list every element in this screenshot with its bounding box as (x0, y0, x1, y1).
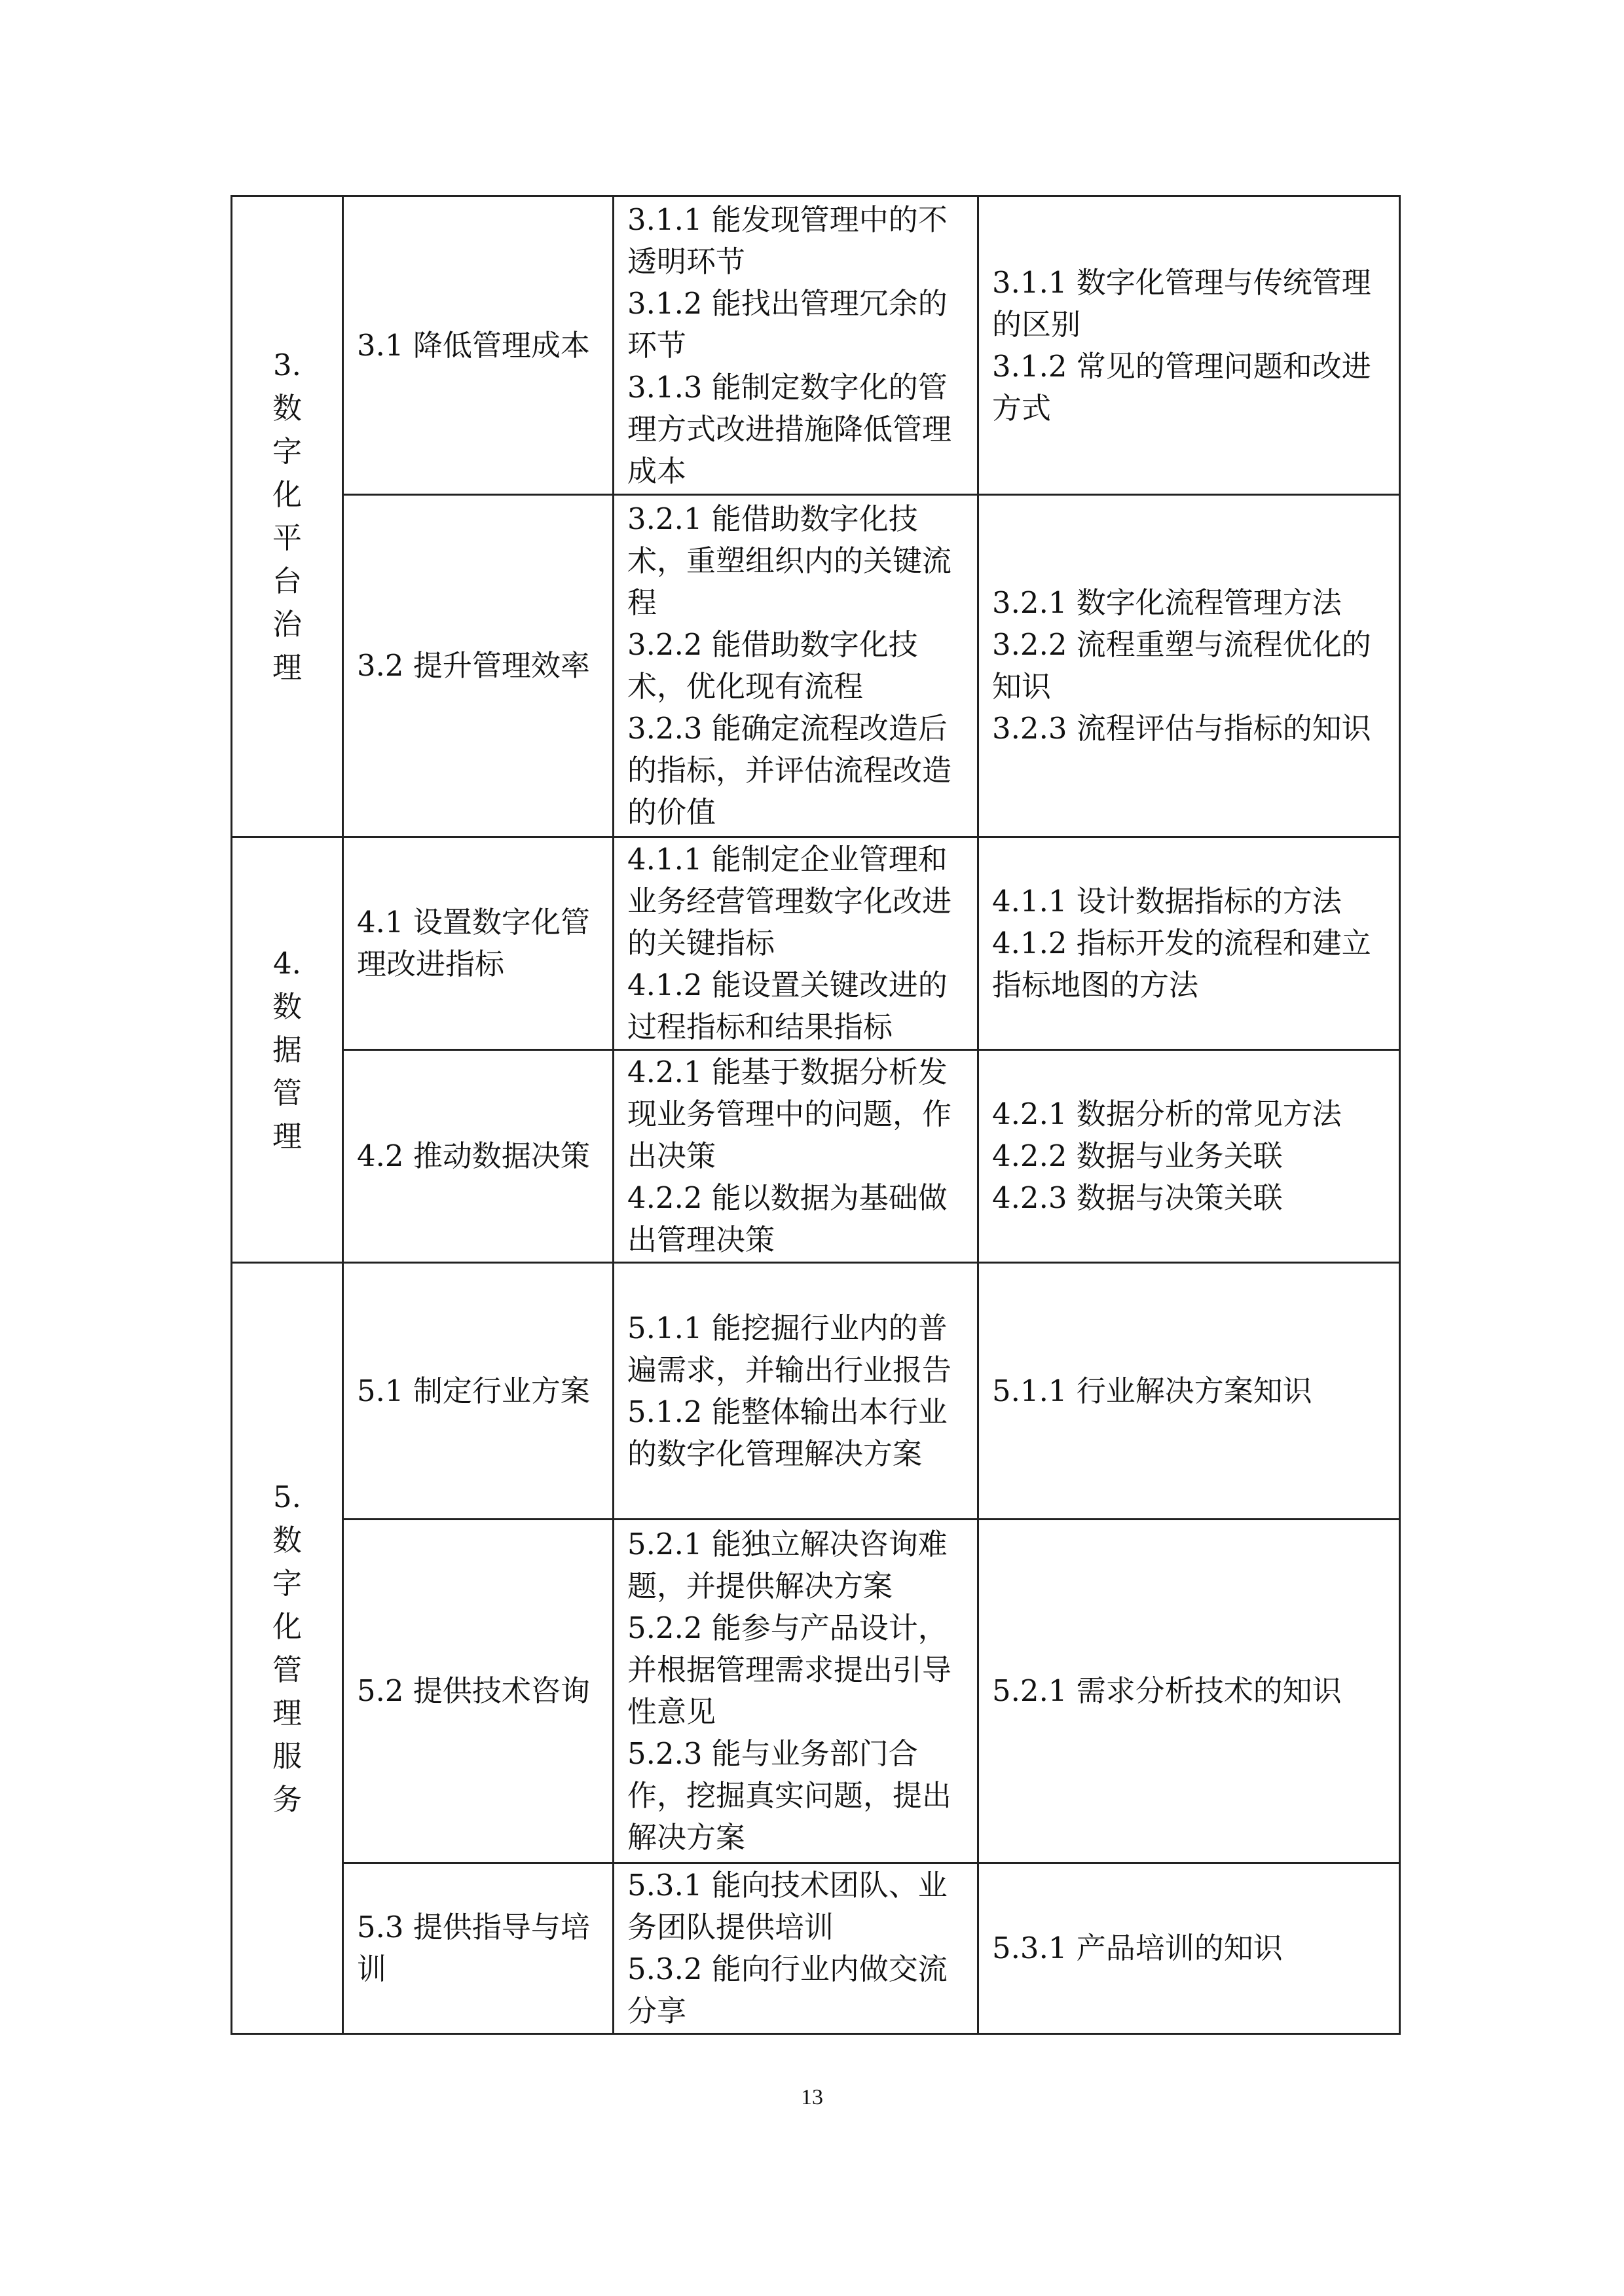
category-cell: 5. 数 字 化 管 理 服 务 (232, 1263, 343, 2034)
knowledge-cell: 3.1.1 数字化管理与传统管理的区别 3.1.2 常见的管理问题和改进方式 (978, 196, 1400, 495)
skills-cell: 4.1.1 能制定企业管理和业务经营管理数字化改进的关键指标 4.1.2 能设置关键改进的过程指标和结果指标 (614, 837, 978, 1050)
unit-cell: 4.2 推动数据决策 (343, 1050, 614, 1263)
knowledge-cell: 3.2.1 数字化流程管理方法 3.2.2 流程重塑与流程优化的知识 3.2.3 流程评估与指标的知识 (978, 495, 1400, 837)
knowledge-cell: 5.3.1 产品培训的知识 (978, 1863, 1400, 2034)
unit-cell: 5.1 制定行业方案 (343, 1263, 614, 1520)
table-row (232, 1263, 1400, 1520)
knowledge-cell: 4.1.1 设计数据指标的方法 4.1.2 指标开发的流程和建立指标地图的方法 (978, 837, 1400, 1050)
unit-cell: 5.3 提供指导与培训 (343, 1863, 614, 2034)
knowledge-cell: 4.2.1 数据分析的常见方法 4.2.2 数据与业务关联 4.2.3 数据与决策关联 (978, 1050, 1400, 1263)
table-row (232, 1863, 1400, 2034)
unit-cell: 4.1 设置数字化管理改进指标 (343, 837, 614, 1050)
unit-cell: 3.1 降低管理成本 (343, 196, 614, 495)
table-row (232, 1520, 1400, 1863)
category-cell: 3. 数 字 化 平 台 治 理 (232, 196, 343, 837)
skills-cell: 3.1.1 能发现管理中的不透明环节 3.1.2 能找出管理冗余的环节 3.1.3 能制定数字化的管理方式改进措施降低管理成本 (614, 196, 978, 495)
skills-cell: 3.2.1 能借助数字化技术，重塑组织内的关键流程 3.2.2 能借助数字化技术，优化现有流程 3.2.3 能确定流程改造后的指标，并评估流程改造的价值 (614, 495, 978, 837)
unit-cell: 5.2 提供技术咨询 (343, 1520, 614, 1863)
skills-cell: 5.2.1 能独立解决咨询难题，并提供解决方案 5.2.2 能参与产品设计，并根据管理需求提出引导性意见 5.2.3 能与业务部门合作，挖掘真实问题，提出解决方案 (614, 1520, 978, 1863)
table-row (232, 1050, 1400, 1263)
skills-cell: 5.3.1 能向技术团队、业务团队提供培训 5.3.2 能向行业内做交流分享 (614, 1863, 978, 2034)
skills-cell: 5.1.1 能挖掘行业内的普遍需求，并输出行业报告 5.1.2 能整体输出本行业的数字化管理解决方案 (614, 1263, 978, 1520)
category-cell: 4. 数 据 管 理 (232, 837, 343, 1263)
page-number: 13 (801, 2085, 823, 2109)
content-table (231, 195, 1401, 2035)
knowledge-cell: 5.2.1 需求分析技术的知识 (978, 1520, 1400, 1863)
skills-cell: 4.2.1 能基于数据分析发现业务管理中的问题，作出决策 4.2.2 能以数据为基础做出管理决策 (614, 1050, 978, 1263)
knowledge-cell: 5.1.1 行业解决方案知识 (978, 1263, 1400, 1520)
table-row (232, 495, 1400, 837)
unit-cell: 3.2 提升管理效率 (343, 495, 614, 837)
table-row (232, 196, 1400, 495)
table-row (232, 837, 1400, 1050)
